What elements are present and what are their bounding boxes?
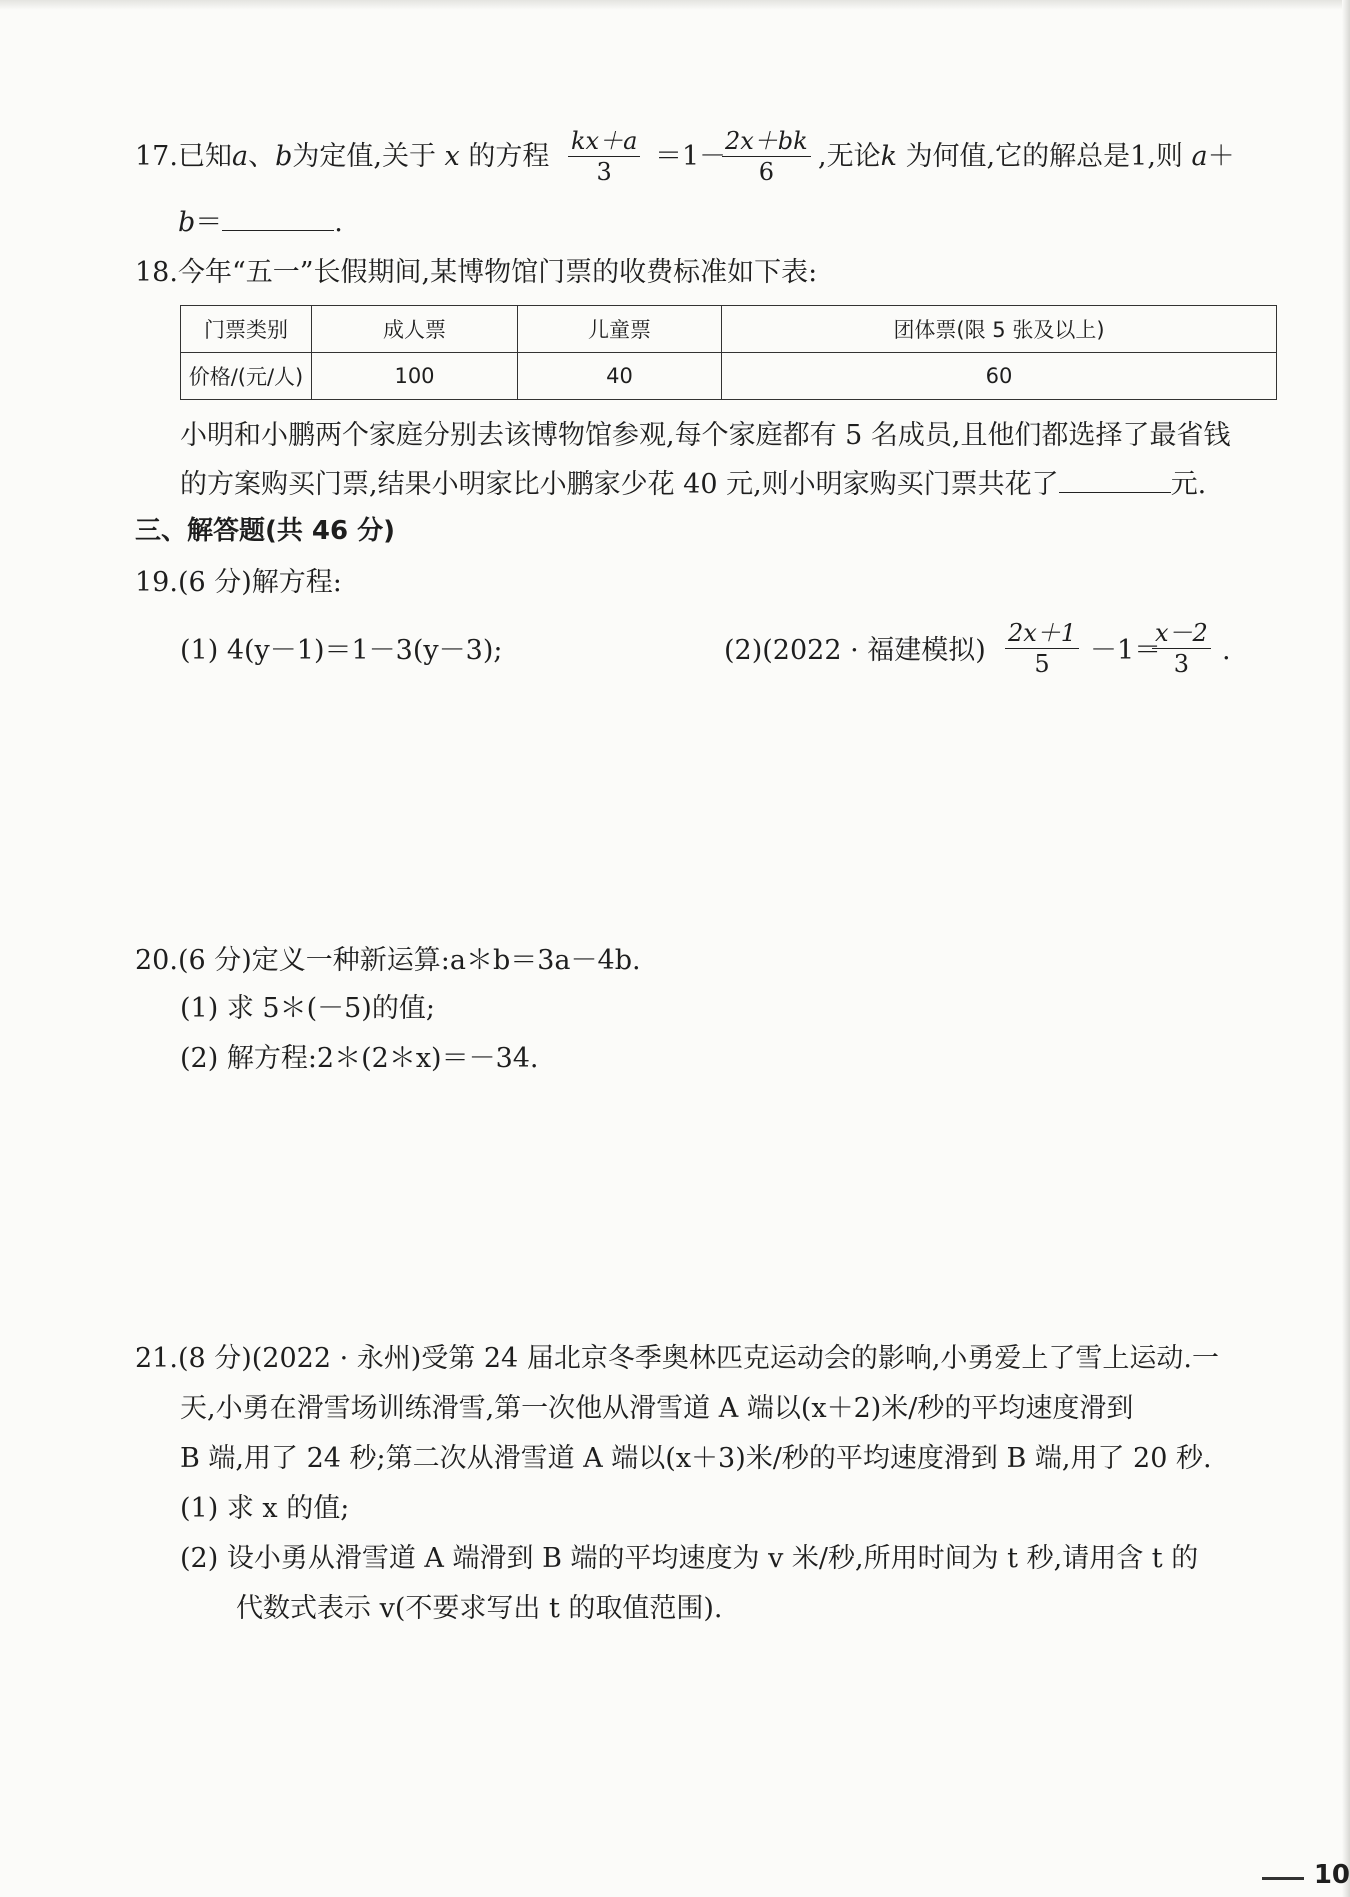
q17-fraction-2: $\frac{2x+bk}{6}$ [722,126,811,187]
q20-part-1: (1) 求 5＊(－5)的值; [180,993,435,1024]
page-number-dash [1262,1877,1304,1880]
page-number: 10 [1313,1860,1350,1890]
q19-part-2-prefix: (2)(2022 · 福建模拟) [724,635,986,666]
section-heading: 三、解答题(共 46 分) [135,516,396,546]
q17-fraction-1: $\frac{kx+a}{3}$ [568,126,640,187]
q19-part-1: (1) 4(y－1)＝1－3(y－3); [180,635,503,666]
page-top-edge [0,0,1350,10]
q18-answer-blank[interactable] [1059,472,1171,493]
q20-part-2: (2) 解方程:2＊(2＊x)＝－34. [180,1043,539,1074]
q21-part-1: (1) 求 x 的值; [180,1493,350,1524]
page-right-edge [1342,0,1350,1897]
q19-fraction-2: $\frac{x-2}{3}$ [1152,618,1211,679]
q18-number: 18. [135,257,178,288]
q17-number: 17. [135,141,178,172]
q19-fraction-1: $\frac{2x+1}{5}$ [1005,618,1079,679]
ticket-price-table [180,305,1277,400]
q17-answer-blank[interactable] [222,210,334,231]
q21-part-2: (2) 设小勇从滑雪道 A 端滑到 B 端的平均速度为 v 米/秒,所用时间为 t 秒,请用含 t 的 [180,1543,1199,1574]
table-header-row: 门票类别 成人票 儿童票 团体票(限 5 张及以上) [181,306,1277,353]
table-row: 价格/(元/人) 100 40 60 [181,353,1277,400]
